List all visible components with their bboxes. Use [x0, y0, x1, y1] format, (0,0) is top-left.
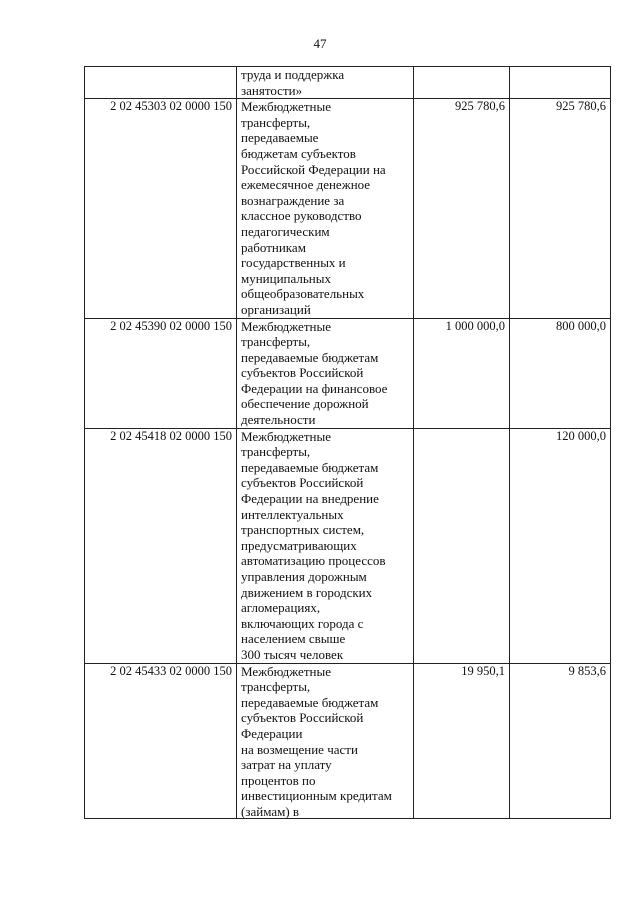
- description-line: Федерации: [241, 725, 303, 741]
- description-line: движением в городских: [241, 584, 373, 600]
- description-line: Межбюджетные: [241, 428, 331, 444]
- budget-table: [84, 66, 611, 819]
- amount-col2: 800 000,0: [510, 318, 611, 428]
- description-line: передаваемые бюджетам: [241, 349, 379, 365]
- table-row: [85, 318, 611, 428]
- description-line: интеллектуальных: [241, 506, 344, 522]
- description-line: Российской Федерации на: [241, 161, 386, 177]
- description-line: педагогическим: [241, 223, 330, 239]
- description: [237, 663, 414, 818]
- description: [237, 99, 414, 318]
- table-row: [85, 663, 611, 818]
- amount-col2: 9 853,6: [510, 663, 611, 818]
- description-line: муниципальных: [241, 270, 332, 286]
- budget-code: 2 02 45418 02 0000 150: [85, 428, 237, 663]
- budget-code: [85, 67, 237, 99]
- description-line: передаваемые бюджетам: [241, 694, 379, 710]
- description-line: затрат на уплату: [241, 757, 332, 773]
- description-line: Межбюджетные: [241, 318, 331, 334]
- description-line: предусматривающих: [241, 537, 357, 553]
- description-line: субъектов Российской: [241, 710, 364, 726]
- description-line: (займам) в: [241, 803, 300, 818]
- description-line: бюджетам субъектов: [241, 145, 356, 161]
- description-line: труда и поддержка: [241, 67, 345, 82]
- amount-col1: 19 950,1: [414, 663, 510, 818]
- table-row: [85, 99, 611, 318]
- description-line: инвестиционным кредитам: [241, 788, 392, 804]
- description-line: трансферты,: [241, 114, 311, 130]
- table-row: [85, 67, 611, 99]
- description-line: транспортных систем,: [241, 522, 365, 538]
- description-line: Федерации на внедрение: [241, 491, 379, 507]
- amount-col2: [510, 67, 611, 99]
- description-line: субъектов Российской: [241, 365, 364, 381]
- budget-code: 2 02 45433 02 0000 150: [85, 663, 237, 818]
- description-line: Федерации на финансовое: [241, 380, 388, 396]
- amount-col1: [414, 428, 510, 663]
- description-line: передаваемые: [241, 130, 319, 146]
- description-line: управления дорожным: [241, 569, 367, 584]
- description-line: деятельности: [241, 412, 316, 428]
- description-line: автоматизацию процессов: [241, 553, 386, 569]
- description-line: трансферты,: [241, 334, 311, 350]
- description-line: субъектов Российской: [241, 475, 364, 491]
- description-line: агломерациях,: [241, 600, 321, 616]
- description-line: Межбюджетные: [241, 99, 331, 115]
- amount-col1: 925 780,6: [414, 99, 510, 318]
- amount-col2: 925 780,6: [510, 99, 611, 318]
- description-line: включающих города с: [241, 615, 364, 631]
- description-line: Межбюджетные: [241, 663, 331, 679]
- description-line: классное руководство: [241, 208, 362, 224]
- description-line: 300 тысяч человек: [241, 646, 344, 662]
- description: [237, 67, 414, 99]
- amount-col1: 1 000 000,0: [414, 318, 510, 428]
- description-line: государственных и: [241, 255, 346, 271]
- description-line: общеобразовательных: [241, 286, 365, 302]
- description-line: населением свыше: [241, 631, 346, 647]
- description-line: процентов по: [241, 772, 316, 788]
- table-row: [85, 428, 611, 663]
- description-line: работникам: [241, 239, 306, 255]
- page-number: 47: [313, 36, 327, 51]
- description-line: передаваемые бюджетам: [241, 459, 379, 475]
- budget-code: 2 02 45303 02 0000 150: [85, 99, 237, 318]
- description: [237, 428, 414, 663]
- description-line: обеспечение дорожной: [241, 396, 369, 412]
- description-line: трансферты,: [241, 444, 311, 460]
- description-line: организаций: [241, 301, 311, 317]
- amount-col1: [414, 67, 510, 99]
- description-line: трансферты,: [241, 679, 311, 695]
- description: [237, 318, 414, 428]
- budget-code: 2 02 45390 02 0000 150: [85, 318, 237, 428]
- description-line: ежемесячное денежное: [241, 177, 371, 193]
- description-line: занятости»: [241, 82, 303, 98]
- description-line: на возмещение части: [241, 741, 358, 757]
- description-line: вознаграждение за: [241, 192, 345, 208]
- amount-col2: 120 000,0: [510, 428, 611, 663]
